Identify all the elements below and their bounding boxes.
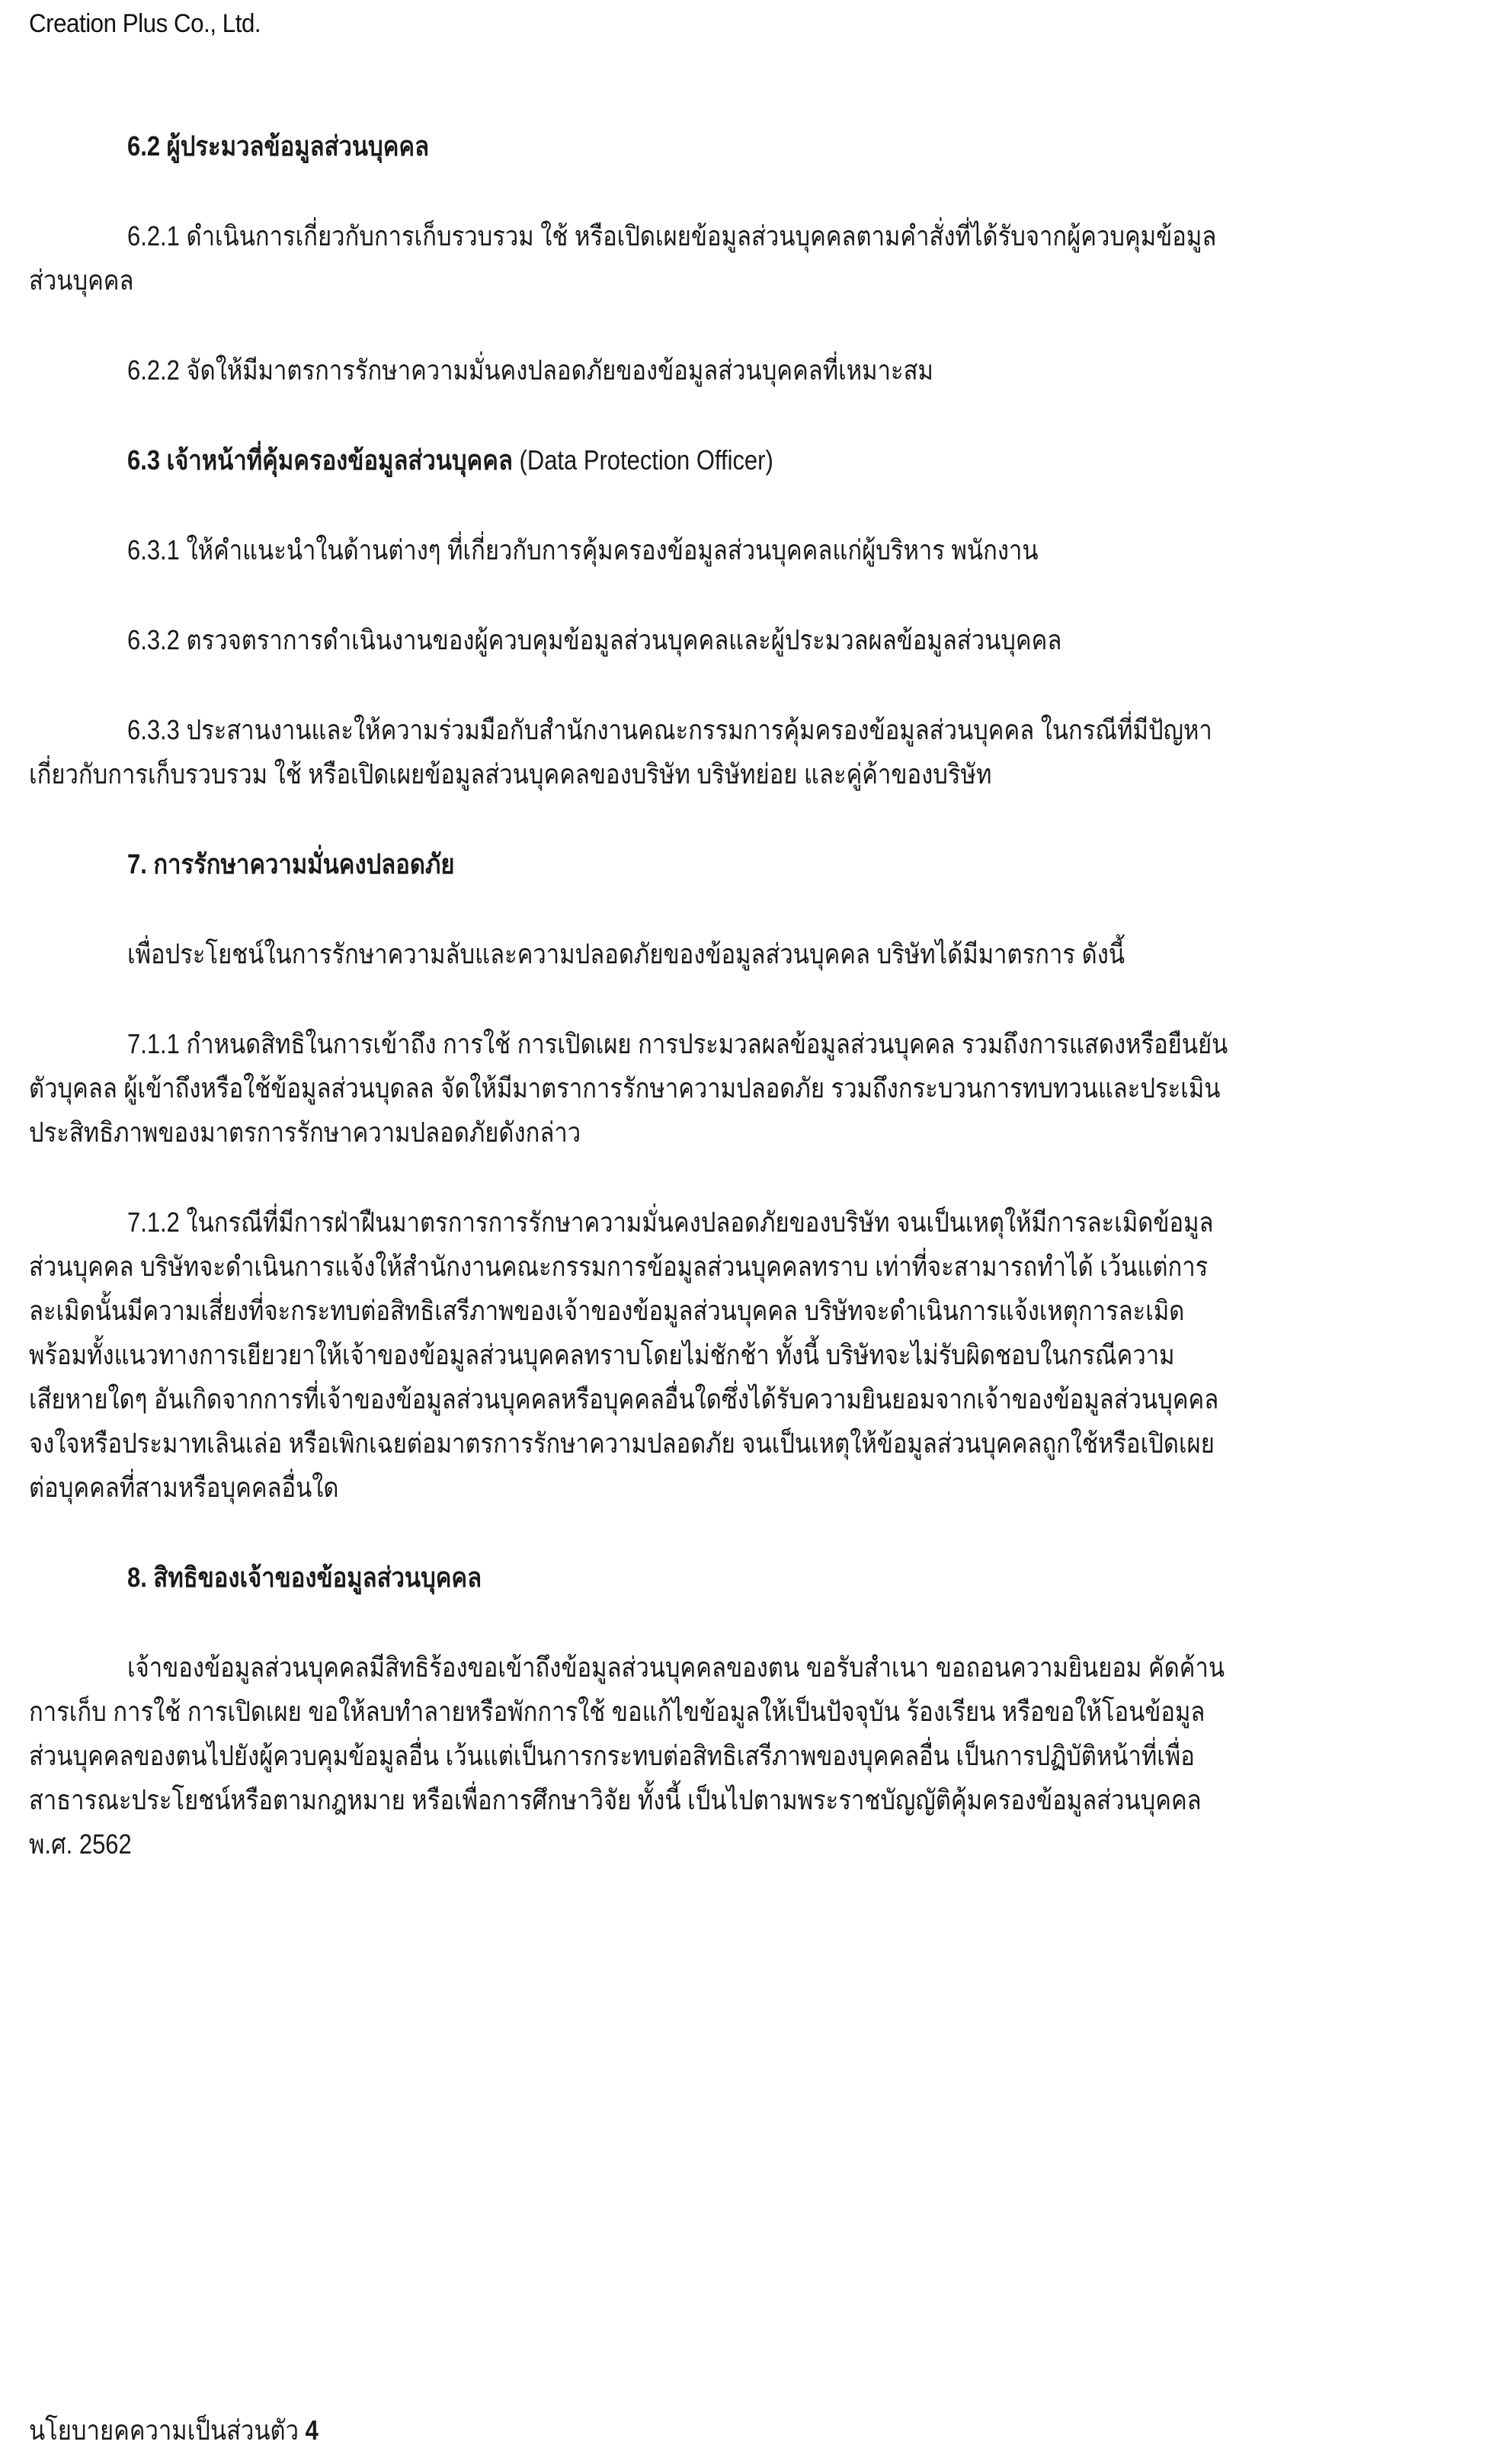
paragraph-line: การเก็บ การใช้ การเปิดเผย ขอให้ลบทำลายหรือพักการใช้ ขอแก้ไขข้อมูลให้เป็นปัจจุบัน ร้องเรียน หรือขอให้โอนข้อมูล	[29, 1696, 1205, 1727]
paragraph-line: เจ้าของข้อมูลส่วนบุคคลมีสิทธิร้องขอเข้าถึงข้อมูลส่วนบุคคลของตน ขอรับสำเนา ขอถอนความยินยอม คัดค้าน	[127, 1652, 1225, 1683]
paragraph-line: ละเมิดนั้นมีความเสี่ยงที่จะกระทบต่อสิทธิเสรีภาพของเจ้าของข้อมูลส่วนบุคคล บริษัทจะดำเนินการแจ้งเหตุการละเมิด	[29, 1295, 1185, 1326]
paragraph-6-3-3	[29, 708, 1463, 796]
document-body	[29, 124, 1463, 1866]
paragraph-line: ประสิทธิภาพของมาตรการรักษาความปลอดภัยดังกล่าว	[29, 1117, 581, 1148]
paragraph-line: ส่วนบุคคล บริษัทจะดำเนินการแจ้งให้สำนักงานคณะกรรมการข้อมูลส่วนบุคคลทราบ เท่าที่จะสามารถทำได้ เว้นแต่การ	[29, 1251, 1209, 1282]
section-heading-7: 7. การรักษาความมั่นคงปลอดภัย	[127, 848, 455, 880]
paragraph-line: ส่วนบุคคลของตนไปยังผู้ควบคุมข้อมูลอื่น เว้นแต่เป็นการกระทบต่อสิทธิเสรีภาพของบุคคลอื่น เป็นการปฏิบัติหน้าที่เพื่อ	[29, 1740, 1195, 1771]
company-header: Creation Plus Co., Ltd.	[29, 9, 261, 38]
paragraph-6-3-1	[29, 528, 1463, 572]
paragraph-6-2-2	[29, 348, 1463, 393]
paragraph-line: เกี่ยวกับการเก็บรวบรวม ใช้ หรือเปิดเผยข้อมูลส่วนบุคคลของบริษัท บริษัทย่อย และคู่ค้าของบริษัท	[29, 758, 992, 790]
section-heading-suffix: (Data Protection Officer)	[519, 444, 773, 476]
paragraph-line: พ.ศ. 2562	[29, 1828, 132, 1860]
paragraph-line: 6.3.1 ให้คำแนะนำในด้านต่างๆ ที่เกี่ยวกับการคุ้มครองข้อมูลส่วนบุคคลแก่ผู้บริหาร พนักงาน	[127, 534, 1039, 566]
footer-title: นโยบายคความเป็นส่วนตัว	[29, 2414, 299, 2446]
paragraph-7-1-2	[29, 1200, 1463, 1510]
paragraph-line: พร้อมทั้งแนวทางการเยียวยาให้เจ้าของข้อมูลส่วนบุคคลทราบโดยไม่ชักช้า ทั้งนี้ บริษัทจะไม่รับผิดชอบในกรณีความ	[29, 1339, 1175, 1370]
paragraph-line: 6.2.2 จัดให้มีมาตรการรักษาความมั่นคงปลอดภัยของข้อมูลส่วนบุคคลที่เหมาะสม	[127, 354, 933, 386]
page-number: 4	[305, 2414, 319, 2446]
paragraph-7-1-1	[29, 1022, 1463, 1155]
paragraph-line: 7.1.1 กำหนดสิทธิในการเข้าถึง การใช้ การเปิดเผย การประมวลผลข้อมูลส่วนบุคคล รวมถึงการแสดงหรือยืนยัน	[127, 1028, 1228, 1059]
paragraph-line: จงใจหรือประมาทเลินเล่อ หรือเพิกเฉยต่อมาตรการรักษาความปลอดภัย จนเป็นเหตุให้ข้อมูลส่วนบุคคลถูกใช้หรือเปิดเผย	[29, 1427, 1215, 1459]
section-heading-6-3	[29, 438, 1492, 482]
section-heading-text: 6.3 เจ้าหน้าที่คุ้มครองข้อมูลส่วนบุคคล	[127, 444, 513, 476]
section-heading-8: 8. สิทธิของเจ้าของข้อมูลส่วนบุคคล	[127, 1562, 482, 1593]
paragraph-6-3-2	[29, 618, 1463, 662]
paragraph-line: 7.1.2 ในกรณีที่มีการฝ่าฝืนมาตรการการรักษาความมั่นคงปลอดภัยของบริษัท จนเป็นเหตุให้มีการละเมิดข้อมูล	[127, 1206, 1214, 1238]
paragraph-line: 6.3.2 ตรวจตราการดำเนินงานของผู้ควบคุมข้อมูลส่วนบุคคลและผู้ประมวลผลข้อมูลส่วนบุคคล	[127, 624, 1062, 655]
page-footer	[29, 2408, 319, 2453]
paragraph-8-body	[29, 1645, 1463, 1866]
paragraph-7-intro	[29, 932, 1463, 976]
paragraph-line: ตัวบุคลล ผู้เข้าถึงหรือใช้ข้อมูลส่วนบุดลล จัดให้มีมาตราการรักษาความปลอดภัย รวมถึงกระบวนการทบทวนและประเมิน	[29, 1072, 1221, 1104]
section-heading-6-2: 6.2 ผู้ประมวลข้อมูลส่วนบุคคล	[127, 130, 430, 162]
paragraph-line: 6.3.3 ประสานงานและให้ความร่วมมือกับสำนักงานคณะกรรมการคุ้มครองข้อมูลส่วนบุคคล ในกรณีที่มีปัญหา	[127, 714, 1212, 745]
paragraph-line: เสียหายใดๆ อันเกิดจากการที่เจ้าของข้อมูลส่วนบุคคลหรือบุคคลอื่นใดซึ่งได้รับความยินยอมจากเจ้าของข้อมูลส่วนบุคคล	[29, 1383, 1219, 1415]
paragraph-line: สาธารณะประโยชน์หรือตามกฎหมาย หรือเพื่อการศึกษาวิจัย ทั้งนี้ เป็นไปตามพระราชบัญญัติคุ้มครองข้อมูลส่วนบุคคล	[29, 1784, 1202, 1815]
paragraph-line: ต่อบุคคลที่สามหรือบุคคลอื่นใด	[29, 1472, 339, 1503]
paragraph-line: 6.2.1 ดำเนินการเกี่ยวกับการเก็บรวบรวม ใช้ หรือเปิดเผยข้อมูลส่วนบุคคลตามคำสั่งที่ได้รับจากผู้ควบคุมข้อมูล	[127, 220, 1217, 252]
paragraph-6-2-1	[29, 214, 1463, 303]
paragraph-line: ส่วนบุคคล	[29, 264, 134, 296]
paragraph-line: เพื่อประโยชน์ในการรักษาความลับและความปลอดภัยของข้อมูลส่วนบุคคล บริษัทได้มีมาตรการ ดังนี้	[127, 938, 1125, 969]
